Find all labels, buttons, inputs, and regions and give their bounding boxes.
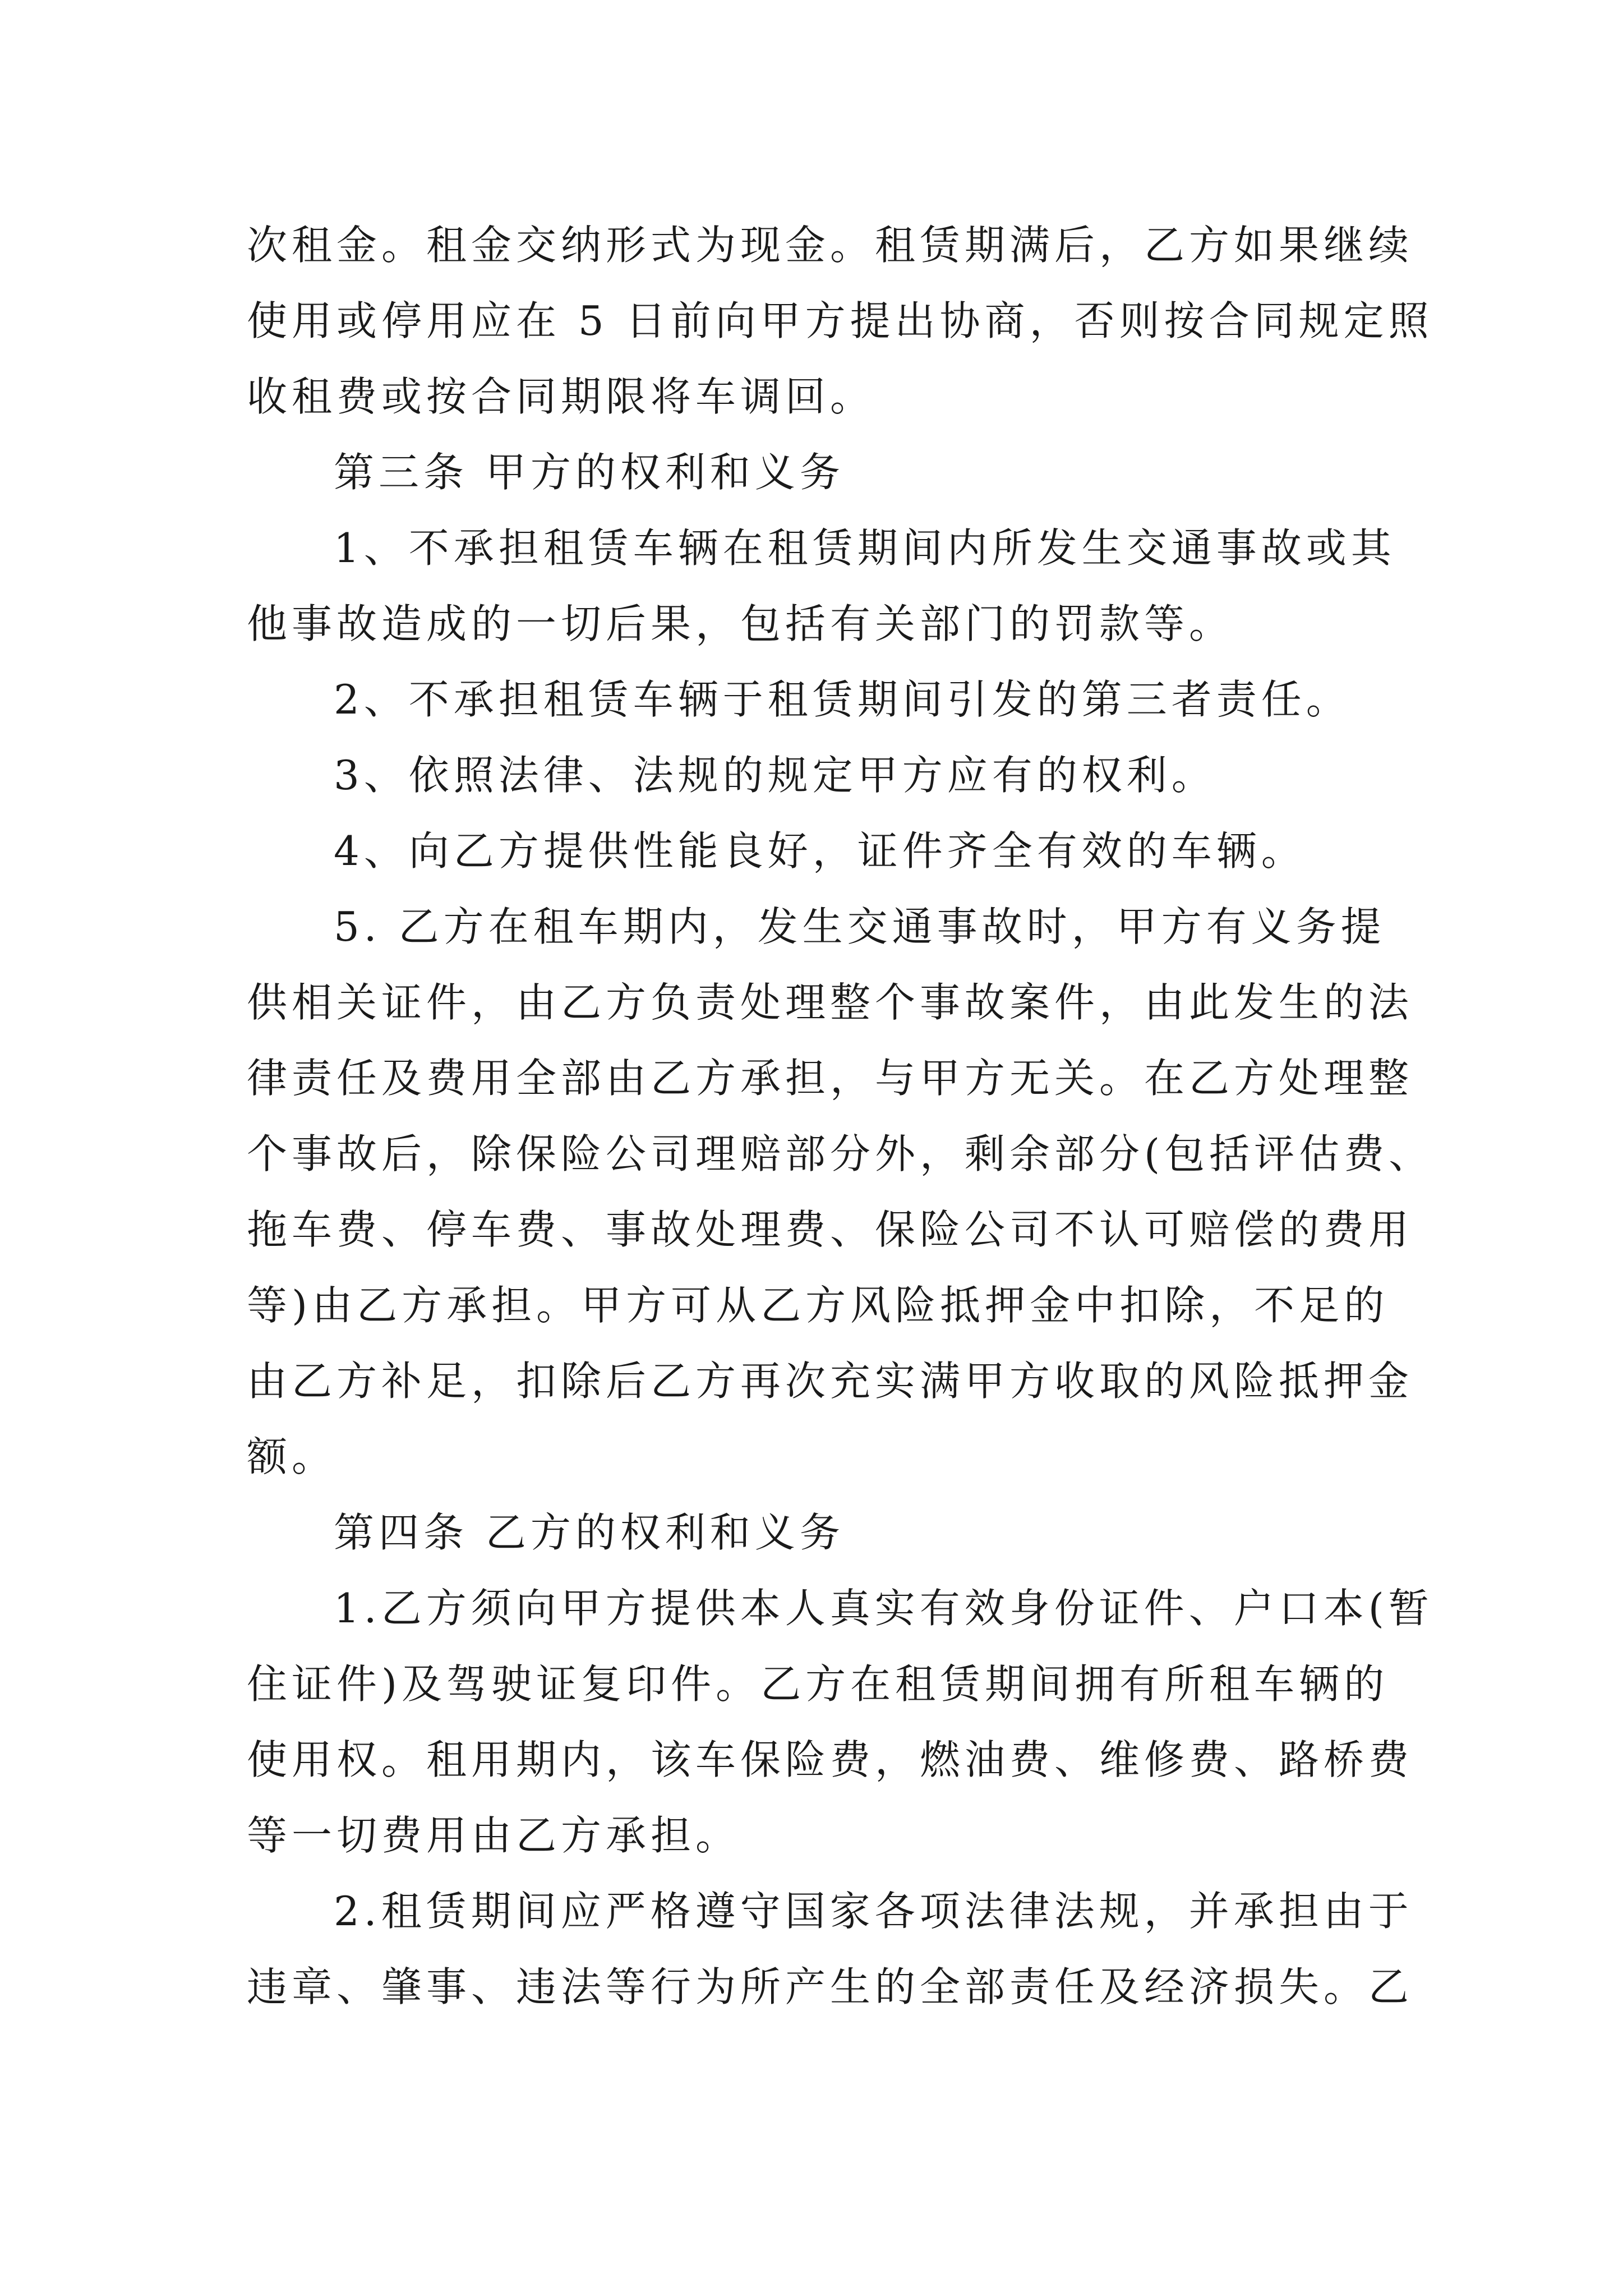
text-line: 使用或停用应在 5 日前向甲方提出协商，否则按合同规定照 bbox=[247, 297, 1433, 344]
text-line: 收租费或按合同期限将车调回。 bbox=[247, 373, 875, 420]
text-line: 等)由乙方承担。甲方可从乙方风险抵押金中扣除，不足的 bbox=[247, 1282, 1389, 1329]
text-line: 1.乙方须向甲方提供本人真实有效身份证件、户口本(暂 bbox=[334, 1585, 1433, 1632]
text-line: 律责任及费用全部由乙方承担，与甲方无关。在乙方处理整 bbox=[247, 1055, 1414, 1102]
contract-body-text bbox=[247, 208, 1434, 2025]
text-line: 他事故造成的一切后果，包括有关部门的罚款等。 bbox=[247, 600, 1234, 647]
text-line: 1、不承担租赁车辆在租赁期间内所发生交通事故或其 bbox=[334, 524, 1396, 572]
text-line: 次租金。租金交纳形式为现金。租赁期满后，乙方如果继续 bbox=[247, 222, 1414, 269]
text-line: 2、不承担租赁车辆于租赁期间引发的第三者责任。 bbox=[334, 676, 1351, 723]
text-line: 5. 乙方在租车期内，发生交通事故时，甲方有义务提 bbox=[334, 903, 1386, 950]
text-line: 个事故后，除保险公司理赔部分外，剩余部分(包括评估费、 bbox=[247, 1130, 1434, 1177]
text-line: 额。 bbox=[247, 1433, 337, 1480]
text-line: 第三条 甲方的权利和义务 bbox=[334, 449, 845, 496]
text-line: 使用权。租用期内，该车保险费，燃油费、维修费、路桥费 bbox=[247, 1736, 1414, 1783]
text-line: 2.租赁期间应严格遵守国家各项法律法规，并承担由于 bbox=[334, 1888, 1413, 1935]
text-line: 供相关证件，由乙方负责处理整个事故案件，由此发生的法 bbox=[247, 979, 1414, 1026]
text-line: 4、向乙方提供性能良好，证件齐全有效的车辆。 bbox=[334, 827, 1306, 875]
text-line: 违章、肇事、违法等行为所产生的全部责任及经济损失。乙 bbox=[247, 1963, 1414, 2010]
text-line: 等一切费用由乙方承担。 bbox=[247, 1812, 741, 1859]
text-line: 由乙方补足，扣除后乙方再次充实满甲方收取的风险抵押金 bbox=[247, 1358, 1414, 1405]
text-line: 拖车费、停车费、事故处理费、保险公司不认可赔偿的费用 bbox=[247, 1206, 1414, 1253]
text-line: 住证件)及驾驶证复印件。乙方在租赁期间拥有所租车辆的 bbox=[247, 1660, 1389, 1708]
text-line: 3、依照法律、法规的规定甲方应有的权利。 bbox=[334, 752, 1216, 799]
text-line: 第四条 乙方的权利和义务 bbox=[334, 1509, 845, 1556]
